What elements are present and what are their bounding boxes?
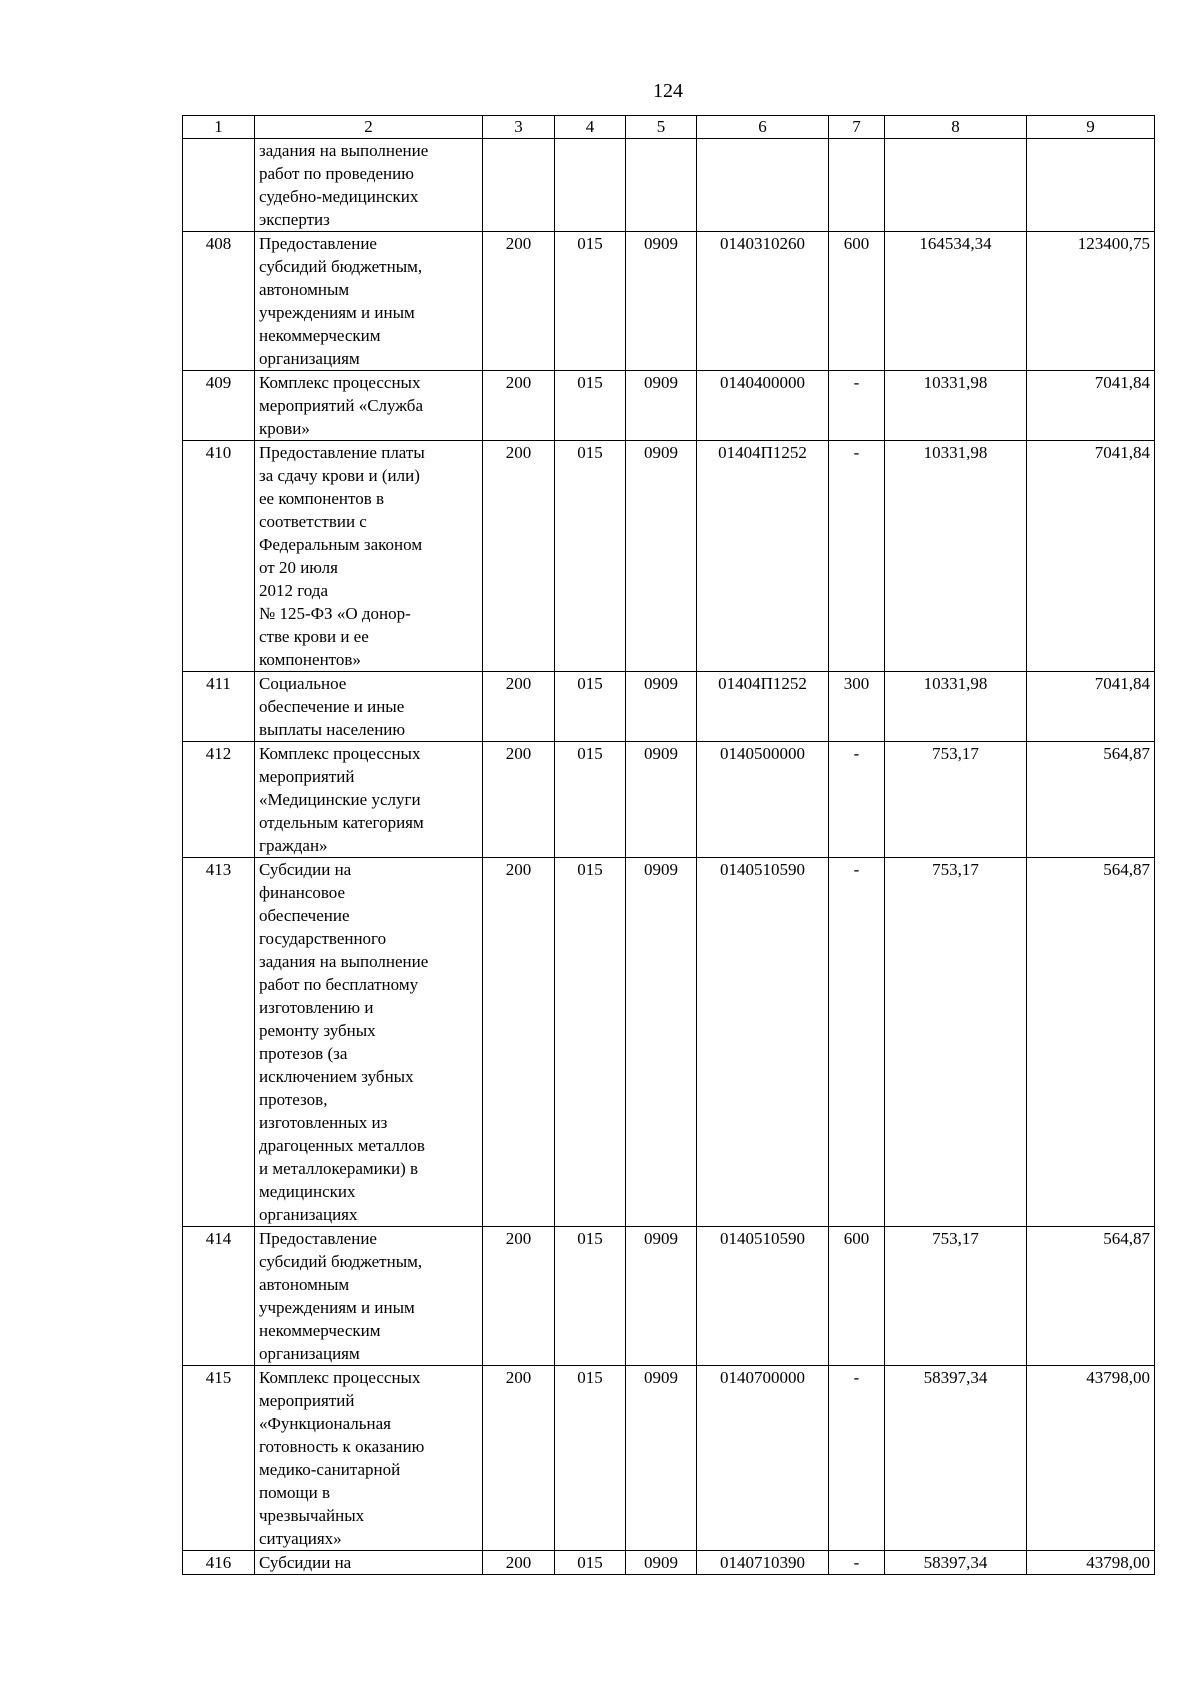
cell-col3: 200 <box>483 371 555 441</box>
cell-code: 0140700000 <box>697 1366 829 1551</box>
cell-col7: - <box>829 1551 885 1575</box>
table-row <box>183 1551 1155 1575</box>
table-row <box>183 858 1155 1227</box>
cell-name-line: организациям <box>259 1344 360 1363</box>
cell-name-line: некоммерческим <box>259 1321 381 1340</box>
cell-amount-9 <box>1027 139 1155 232</box>
cell-name <box>255 1366 483 1551</box>
cell-col5: 0909 <box>626 858 697 1227</box>
cell-name-line: Предоставление <box>259 1229 377 1248</box>
cell-col4: 015 <box>555 441 626 672</box>
table-row <box>183 371 1155 441</box>
column-header: 1 <box>183 116 255 139</box>
cell-name-line: автономным <box>259 1275 350 1294</box>
cell-amount-9: 7041,84 <box>1027 371 1155 441</box>
cell-name <box>255 1551 483 1575</box>
cell-col3: 200 <box>483 858 555 1227</box>
cell-code: 0140500000 <box>697 742 829 858</box>
cell-amount-8: 58397,34 <box>885 1366 1027 1551</box>
cell-amount-8: 753,17 <box>885 742 1027 858</box>
cell-col5: 0909 <box>626 1366 697 1551</box>
cell-name-line: за сдачу крови и (или) <box>259 466 420 485</box>
cell-row-number: 408 <box>183 232 255 371</box>
column-header: 3 <box>483 116 555 139</box>
cell-name-line: крови» <box>259 419 310 438</box>
cell-name-line: Предоставление <box>259 234 377 253</box>
cell-name-line: Субсидии на <box>259 1553 352 1572</box>
cell-name <box>255 441 483 672</box>
cell-name-line: и металлокерамики) в <box>259 1159 419 1178</box>
cell-name-line: протезов (за <box>259 1044 348 1063</box>
cell-col7: 300 <box>829 672 885 742</box>
header-row <box>183 116 1155 139</box>
cell-amount-8: 753,17 <box>885 858 1027 1227</box>
cell-name-line: драгоценных металлов <box>259 1136 425 1155</box>
cell-name-line: обеспечение и иные <box>259 697 405 716</box>
cell-row-number: 411 <box>183 672 255 742</box>
cell-col4: 015 <box>555 232 626 371</box>
cell-name-line: государственного <box>259 929 387 948</box>
cell-name-line: Социальное <box>259 674 347 693</box>
cell-amount-9: 564,87 <box>1027 1227 1155 1366</box>
cell-name-line: Субсидии на <box>259 860 352 879</box>
cell-row-number: 413 <box>183 858 255 1227</box>
cell-name-line: финансовое <box>259 883 346 902</box>
cell-row-number: 410 <box>183 441 255 672</box>
cell-name-line: судебно-медицинских <box>259 187 419 206</box>
cell-name-line: 2012 года <box>259 581 329 600</box>
cell-col5: 0909 <box>626 742 697 858</box>
cell-col4: 015 <box>555 371 626 441</box>
cell-col5: 0909 <box>626 1227 697 1366</box>
cell-row-number: 412 <box>183 742 255 858</box>
cell-col7: - <box>829 371 885 441</box>
cell-code <box>697 139 829 232</box>
cell-name <box>255 232 483 371</box>
table-row <box>183 1227 1155 1366</box>
cell-amount-8: 164534,34 <box>885 232 1027 371</box>
cell-col3: 200 <box>483 1366 555 1551</box>
cell-col3: 200 <box>483 441 555 672</box>
cell-name-line: соответствии с <box>259 512 367 531</box>
cell-col3: 200 <box>483 1227 555 1366</box>
cell-col4 <box>555 139 626 232</box>
cell-col7 <box>829 139 885 232</box>
cell-row-number: 409 <box>183 371 255 441</box>
table-row <box>183 672 1155 742</box>
cell-col4: 015 <box>555 1551 626 1575</box>
cell-name-line: Комплекс процессных <box>259 1368 421 1387</box>
cell-amount-8: 10331,98 <box>885 672 1027 742</box>
cell-name-line: мероприятий «Служба <box>259 396 424 415</box>
cell-col7: 600 <box>829 232 885 371</box>
cell-col7: - <box>829 858 885 1227</box>
cell-amount-9: 564,87 <box>1027 858 1155 1227</box>
cell-name <box>255 742 483 858</box>
cell-amount-9: 7041,84 <box>1027 672 1155 742</box>
cell-name-line: Комплекс процессных <box>259 744 421 763</box>
table-header <box>183 116 1155 139</box>
cell-name-line: Предоставление платы <box>259 443 425 462</box>
cell-code: 01404П1252 <box>697 672 829 742</box>
cell-name-line: Федеральным законом <box>259 535 423 554</box>
cell-amount-8 <box>885 139 1027 232</box>
table-body <box>183 139 1155 1575</box>
cell-name-line: организациям <box>259 349 360 368</box>
page-number: 124 <box>653 80 683 102</box>
cell-name-line: задания на выполнение <box>259 952 429 971</box>
column-header: 7 <box>829 116 885 139</box>
cell-row-number: 416 <box>183 1551 255 1575</box>
cell-name-line: граждан» <box>259 836 328 855</box>
cell-amount-9: 7041,84 <box>1027 441 1155 672</box>
cell-col4: 015 <box>555 858 626 1227</box>
cell-col3: 200 <box>483 742 555 858</box>
cell-name-line: изготовленных из <box>259 1113 388 1132</box>
cell-code: 01404П1252 <box>697 441 829 672</box>
cell-col7: - <box>829 441 885 672</box>
cell-name-line: выплаты населению <box>259 720 406 739</box>
cell-amount-8: 58397,34 <box>885 1551 1027 1575</box>
cell-amount-8: 10331,98 <box>885 371 1027 441</box>
cell-code: 0140310260 <box>697 232 829 371</box>
cell-name-line: «Функциональная <box>259 1414 391 1433</box>
cell-name-line: учреждениям и иным <box>259 303 415 322</box>
cell-col5 <box>626 139 697 232</box>
cell-name-line: чрезвычайных <box>259 1506 365 1525</box>
cell-name-line: работ по бесплатному <box>259 975 419 994</box>
column-header: 5 <box>626 116 697 139</box>
column-header: 9 <box>1027 116 1155 139</box>
cell-col5: 0909 <box>626 232 697 371</box>
cell-name-line: «Медицинские услуги <box>259 790 421 809</box>
cell-name-line: изготовлению и <box>259 998 374 1017</box>
cell-name-line: ремонту зубных <box>259 1021 376 1040</box>
cell-code: 0140400000 <box>697 371 829 441</box>
cell-col7: 600 <box>829 1227 885 1366</box>
cell-name-line: мероприятий <box>259 767 355 786</box>
cell-col3: 200 <box>483 232 555 371</box>
cell-col4: 015 <box>555 742 626 858</box>
cell-col3 <box>483 139 555 232</box>
cell-col3: 200 <box>483 1551 555 1575</box>
cell-row-number: 414 <box>183 1227 255 1366</box>
cell-col4: 015 <box>555 672 626 742</box>
cell-name-line: отдельным категориям <box>259 813 424 832</box>
cell-amount-9: 43798,00 <box>1027 1551 1155 1575</box>
cell-name-line: организациях <box>259 1205 358 1224</box>
table-row <box>183 441 1155 672</box>
cell-name-line: от 20 июля <box>259 558 338 577</box>
cell-name-line: помощи в <box>259 1483 330 1502</box>
budget-table <box>182 115 1155 1575</box>
cell-name-line: готовность к оказанию <box>259 1437 425 1456</box>
cell-col4: 015 <box>555 1366 626 1551</box>
cell-name-line: протезов, <box>259 1090 328 1109</box>
column-header: 6 <box>697 116 829 139</box>
cell-col4: 015 <box>555 1227 626 1366</box>
column-header: 4 <box>555 116 626 139</box>
cell-name-line: работ по проведению <box>259 164 414 183</box>
table-row <box>183 742 1155 858</box>
cell-name-line: автономным <box>259 280 350 299</box>
cell-col5: 0909 <box>626 371 697 441</box>
table-row <box>183 232 1155 371</box>
table-row <box>183 139 1155 232</box>
cell-name-line: медико-санитарной <box>259 1460 401 1479</box>
cell-name-line: стве крови и ее <box>259 627 369 646</box>
cell-name-line: компонентов» <box>259 650 361 669</box>
cell-code: 0140510590 <box>697 1227 829 1366</box>
cell-name-line: Комплекс процессных <box>259 373 421 392</box>
cell-name-line: обеспечение <box>259 906 350 925</box>
cell-code: 0140510590 <box>697 858 829 1227</box>
cell-name-line: мероприятий <box>259 1391 355 1410</box>
cell-name-line: субсидий бюджетным, <box>259 257 423 276</box>
cell-col5: 0909 <box>626 441 697 672</box>
table-row <box>183 1366 1155 1551</box>
cell-col7: - <box>829 1366 885 1551</box>
cell-name-line: № 125-ФЗ «О донор- <box>259 604 411 623</box>
cell-amount-9: 123400,75 <box>1027 232 1155 371</box>
cell-name-line: экспертиз <box>259 210 330 229</box>
cell-col5: 0909 <box>626 672 697 742</box>
cell-amount-8: 753,17 <box>885 1227 1027 1366</box>
cell-name-line: задания на выполнение <box>259 141 429 160</box>
cell-name <box>255 1227 483 1366</box>
cell-name <box>255 371 483 441</box>
cell-code: 0140710390 <box>697 1551 829 1575</box>
cell-row-number: 415 <box>183 1366 255 1551</box>
cell-amount-9: 43798,00 <box>1027 1366 1155 1551</box>
cell-name-line: ситуациях» <box>259 1529 342 1548</box>
cell-name <box>255 858 483 1227</box>
cell-name <box>255 672 483 742</box>
cell-col3: 200 <box>483 672 555 742</box>
cell-name-line: исключением зубных <box>259 1067 414 1086</box>
cell-amount-8: 10331,98 <box>885 441 1027 672</box>
cell-col7: - <box>829 742 885 858</box>
cell-name-line: медицинских <box>259 1182 356 1201</box>
cell-row-number <box>183 139 255 232</box>
cell-name-line: некоммерческим <box>259 326 381 345</box>
cell-name-line: учреждениям и иным <box>259 1298 415 1317</box>
column-header: 2 <box>255 116 483 139</box>
cell-name-line: ее компонентов в <box>259 489 385 508</box>
cell-name <box>255 139 483 232</box>
cell-amount-9: 564,87 <box>1027 742 1155 858</box>
cell-name-line: субсидий бюджетным, <box>259 1252 423 1271</box>
cell-col5: 0909 <box>626 1551 697 1575</box>
column-header: 8 <box>885 116 1027 139</box>
